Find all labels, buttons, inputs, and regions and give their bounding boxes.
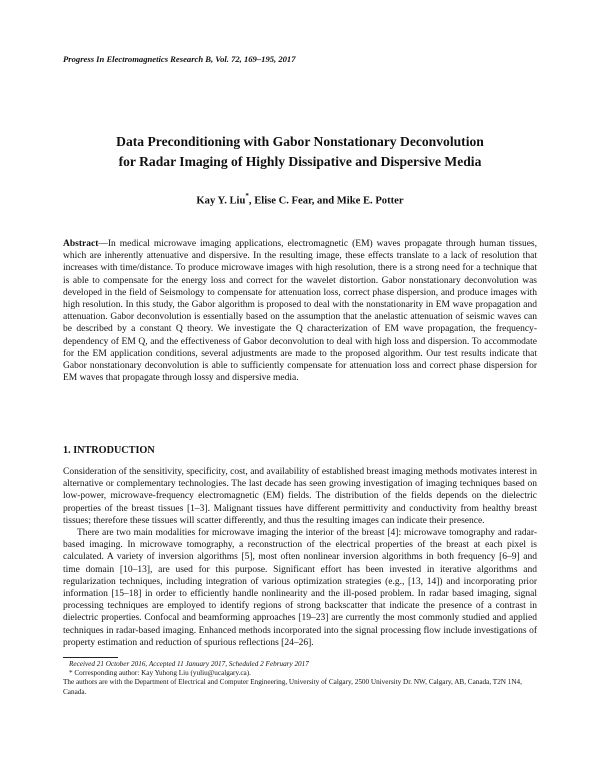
intro-paragraph: There are two main modalities for microwave imaging the interior of the breast [4]: microwave tomography and radar-based imaging. In microwave tomography, a reconstruction of the electrical properties of the breast at each pixel is calculated. A variety of inversion algorithms [5], most often nonlinear inversion algorithms in both frequency [6–9] and time domain [10–13], are used for this purpose. Significant effort has been invested in iterative algorithms and regularization techniques, including integration of various optimization strategies (e.g., [13, 14]) and incorporating prior information [15–18] in order to efficiently handle nonlinearity and the ill-posed problem. In radar based imaging, signal processing techniques are employed to identify regions of strong backscatter that indicate the presence of a contrast in dielectric properties. Confocal and beamforming approaches [19–23] are currently the most commonly studied and applied techniques in radar-based imaging. Enhanced methods incorporated into the signal processing flow include investigations of property estimation and reduction of spurious reflections [24–26].	[63, 528, 537, 648]
footnote-affiliation: The authors are with the Department of Electrical and Computer Engineering, University of Calgary, 2500 University Dr. NW, Calgary, AB, Canada, T2N 1N4, Canada.	[63, 678, 522, 696]
abstract	[63, 238, 537, 384]
paper-title-line-1: Data Preconditioning with Gabor Nonstationary Deconvolution	[116, 134, 484, 149]
section-heading-introduction: 1. INTRODUCTION	[63, 445, 155, 456]
footnote-divider	[63, 657, 118, 658]
corresponding-author-mark: *	[245, 192, 249, 200]
footnote-received: Received 21 October 2016, Accepted 11 January 2017, Scheduled 2 February 2017	[69, 660, 309, 668]
intro-paragraph: Consideration of the sensitivity, specificity, cost, and availability of established breast imaging methods motivates interest in alternative or complementary technologies. The last decade has seen growing investigation of imaging techniques based on low-power, microwave-frequency electromagnetic (EM) fields. The distribution of the fields depends on the dielectric properties of the breast tissues [1–3]. Malignant tissues have different permittivity and conductivity from healthy breast tissues; therefore these tissues will scatter differently, and thus the resulting images can indicate their presence.	[63, 467, 537, 526]
paper-title-line-2: for Radar Imaging of Highly Dissipative and Dispersive Media	[118, 154, 482, 169]
footnotes	[63, 660, 541, 697]
abstract-label: Abstract	[63, 239, 99, 249]
author-first: Kay Y. Liu	[196, 195, 246, 207]
introduction-body	[63, 466, 537, 649]
footnote-corresponding-author: * Corresponding author: Kay Yuhong Liu (yuliu@ucalgary.ca).	[69, 669, 251, 678]
running-head: Progress In Electromagnetics Research B, Vol. 72, 169–195, 2017	[63, 54, 296, 64]
author-rest: , Elise C. Fear, and Mike E. Potter	[248, 195, 404, 207]
abstract-text: —In medical microwave imaging applications, electromagnetic (EM) waves propagate through human tissues, which are inherently attenuative and dispersive. In the resulting image, these effects translate to a lack of resolution that increases with time/distance. To produce microwave images with high resolution, there is a strong need for a technique that is able to compensate for the energy loss and correct for the wavelet distortion. Gabor nonstationary deconvolution was developed in the field of Seismology to compensate for attenuation loss, correct phase dispersion, and produce images with high resolution. In this study, the Gabor algorithm is proposed to deal with the nonstationarity in EM wave propagation and attenuation. Gabor deconvolution is essentially based on the assumption that the anelastic attenuation of seismic waves can be described by a constant Q theory. We investigate the Q characterization of EM wave propagation, the frequency-dependency of EM Q, and the effectiveness of Gabor deconvolution to deal with high loss and dispersion. To accommodate for the EM application conditions, several adjustments are made to the proposed algorithm. Our test results indicate that Gabor nonstationary deconvolution is able to sufficiently compensate for attenuation loss and correct phase dispersion for EM waves that propagate through lossy and dispersive media.	[63, 239, 537, 384]
paper-title	[40, 132, 560, 172]
author-list	[40, 193, 560, 207]
